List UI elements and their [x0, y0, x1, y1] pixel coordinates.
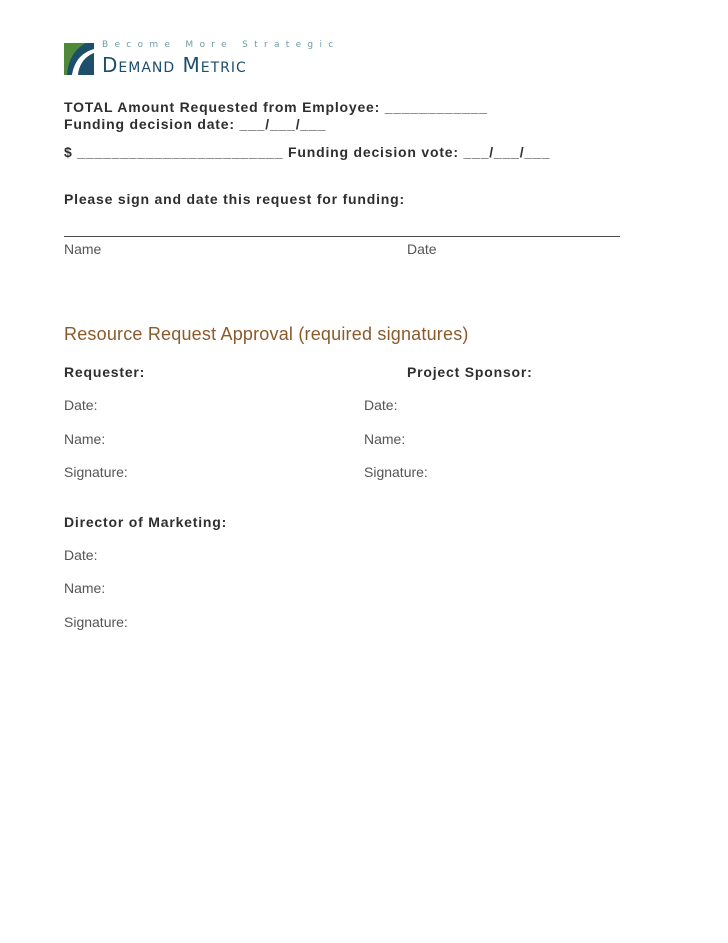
approval-section-title: Resource Request Approval (required signatures) [64, 324, 469, 344]
requester-heading: Requester: [64, 364, 146, 380]
demand-metric-logo-icon [64, 43, 94, 75]
sponsor-date-label: Date: [364, 397, 398, 413]
logo-tagline: Become More Strategic [102, 40, 340, 50]
sponsor-signature-label: Signature: [364, 464, 428, 480]
director-name-label: Name: [64, 580, 106, 596]
funding-decision-date-line: Funding decision date: ___/___/___ [64, 116, 327, 132]
project-sponsor-heading: Project Sponsor: [407, 364, 533, 380]
requester-signature-label: Signature: [64, 464, 128, 480]
director-signature-label: Signature: [64, 614, 128, 630]
date-caption: Date [407, 241, 437, 257]
sponsor-name-label: Name: [364, 431, 406, 447]
total-amount-line: TOTAL Amount Requested from Employee: ____________ [64, 99, 488, 115]
funding-vote-line: $ ________________________ Funding decision vote: ___/___/___ [64, 144, 551, 160]
signature-line [64, 236, 620, 237]
sign-prompt: Please sign and date this request for funding: [64, 191, 405, 207]
director-heading: Director of Marketing: [64, 514, 228, 530]
name-caption: Name [64, 241, 102, 257]
requester-name-label: Name: [64, 431, 106, 447]
logo-brand-name: Demand Metric [102, 53, 247, 77]
requester-date-label: Date: [64, 397, 98, 413]
director-date-label: Date: [64, 547, 98, 563]
